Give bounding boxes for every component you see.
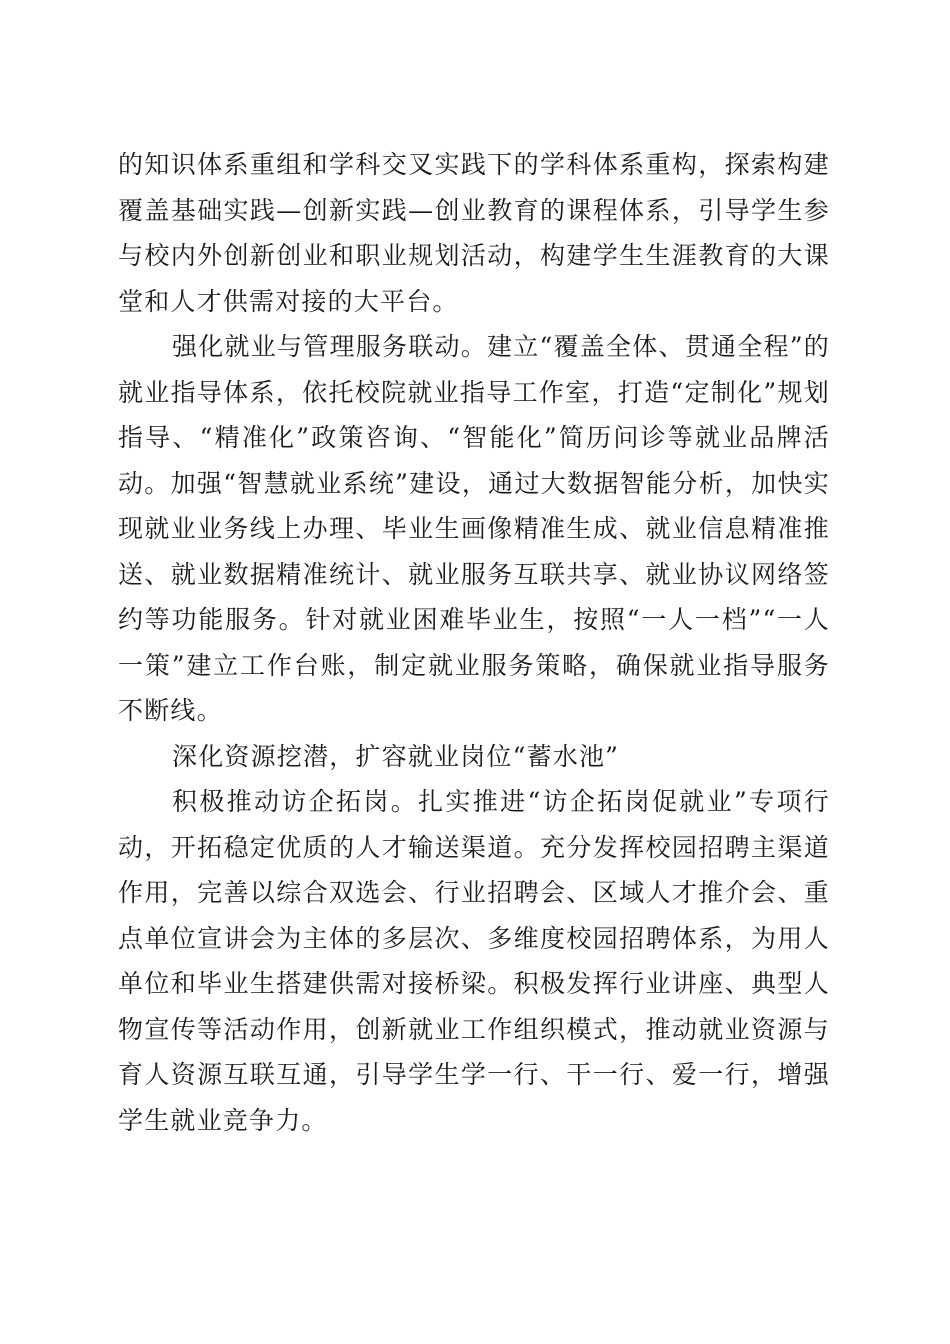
document-body — [118, 142, 830, 1143]
paragraph-2: 强化就业与管理服务联动。建立“覆盖全体、贯通全程”的就业指导体系，依托校院就业指导工作室，打造“定制化”规划指导、“精准化”政策咨询、“智能化”简历问诊等就业品牌活动。加强“智慧就业系统”建设，通过大数据智能分析，加快实现就业业务线上办理、毕业生画像精准生成、就业信息精准推送、就业数据精准统计、就业服务互联共享、就业协议网络签约等功能服务。针对就业困难毕业生，按照“一人一档”“一人一策”建立工作台账，制定就业服务策略，确保就业指导服务不断线。 — [118, 332, 830, 725]
section-heading: 深化资源挖潜，扩容就业岗位“蓄水池” — [172, 741, 620, 771]
paragraph-4: 积极推动访企拓岗。扎实推进“访企拓岗促就业”专项行动，开拓稳定优质的人才输送渠道。充分发挥校园招聘主渠道作用，完善以综合双选会、行业招聘会、区域人才推介会、重点单位宣讲会为主体的多层次、多维度校园招聘体系，为用人单位和毕业生搭建供需对接桥梁。积极发挥行业讲座、典型人物宣传等活动作用，创新就业工作组织模式，推动就业资源与育人资源互联互通，引导学生学一行、干一行、爱一行，增强学生就业竞争力。 — [118, 787, 830, 1135]
paragraph-1: 的知识体系重组和学科交叉实践下的学科体系重构，探索构建覆盖基础实践—创新实践—创业教育的课程体系，引导学生参与校内外创新创业和职业规划活动，构建学生生涯教育的大课堂和人才供需对接的大平台。 — [118, 150, 830, 316]
